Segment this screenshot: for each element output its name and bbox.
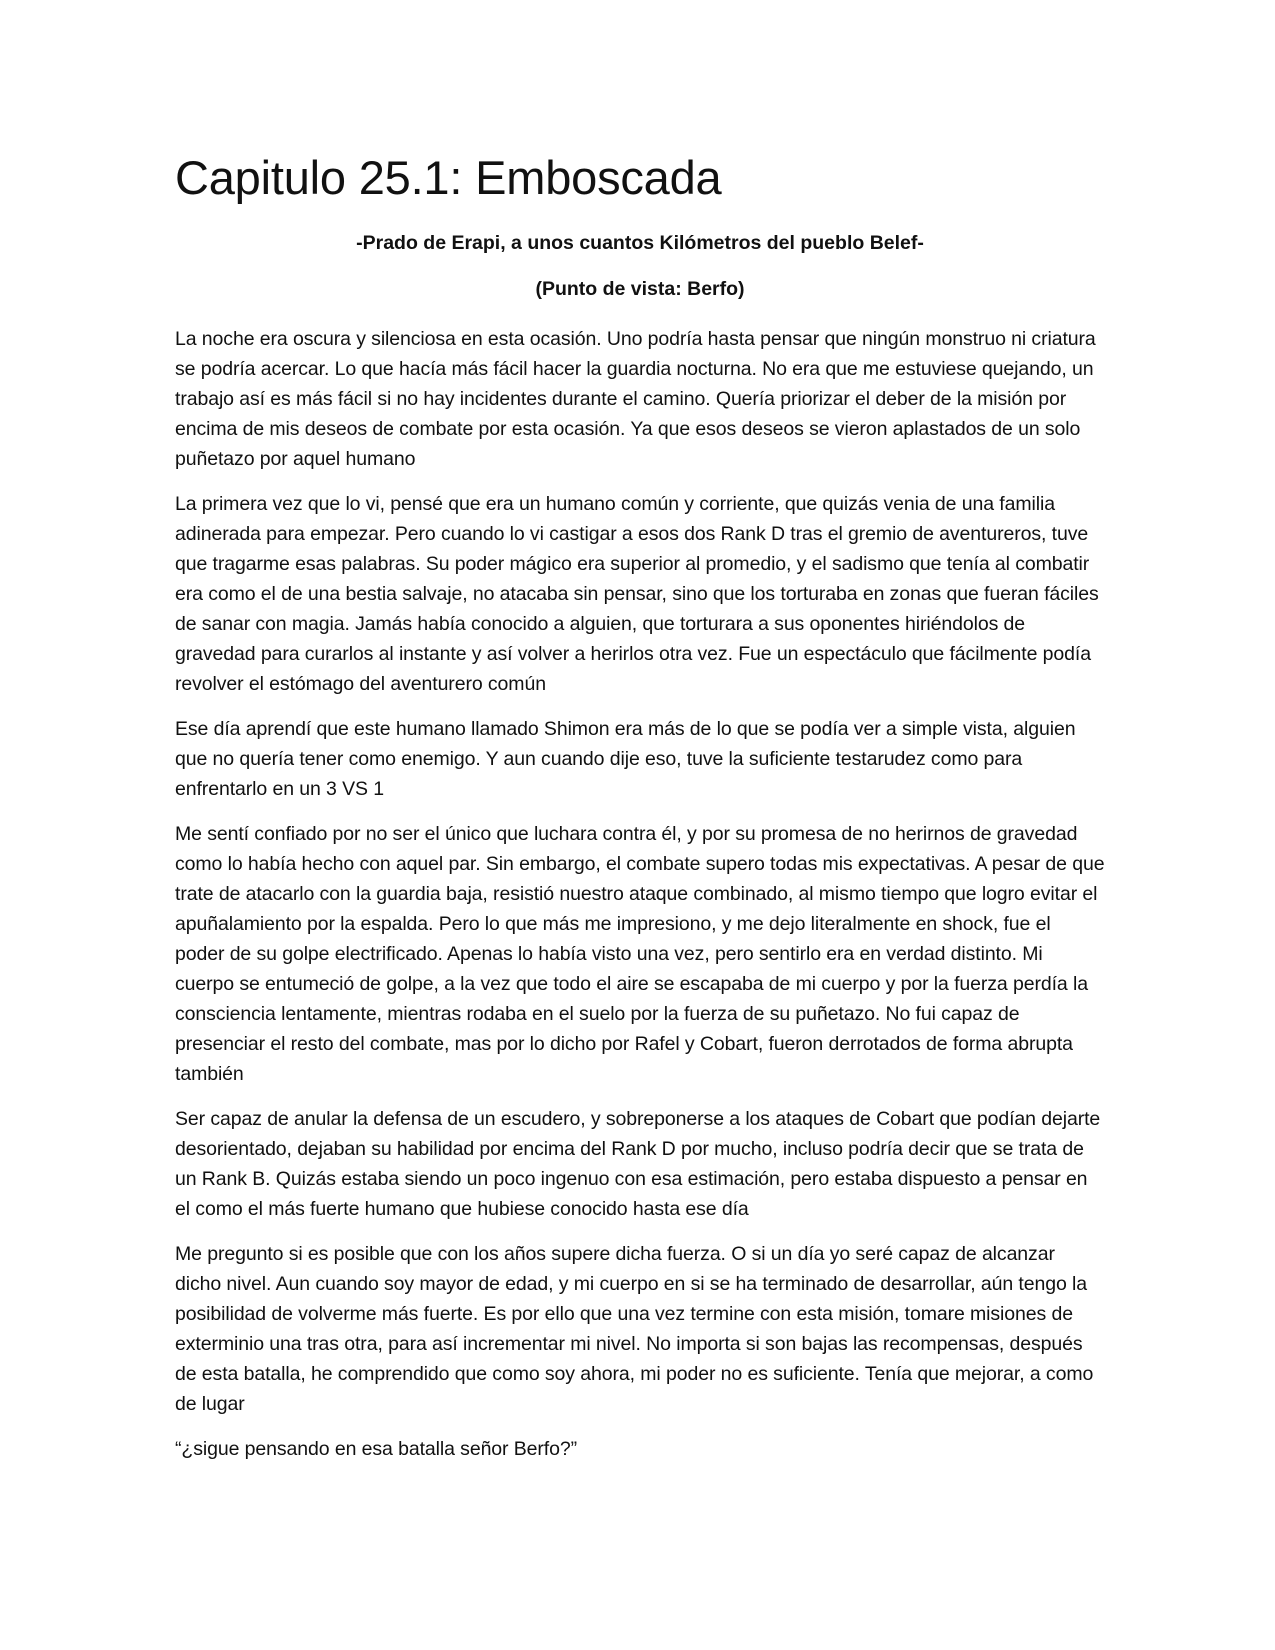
location-subtitle: -Prado de Erapi, a unos cuantos Kilómetros del pueblo Belef- xyxy=(356,232,924,254)
paragraph-2: La primera vez que lo vi, pensé que era un humano común y corriente, que quizás venia de una familia adinerada para empezar. Pero cuando lo vi castigar a esos dos Rank D tras el gremio de aventureros, tuve que tragarme esas palabras. Su poder mágico era superior al promedio, y el sadismo que tenía al combatir era como el de una bestia salvaje, no atacaba sin pensar, sino que los torturaba en zonas que fueran fáciles de sanar con magia. Jamás había conocido a alguien, que torturara a sus oponentes hiriéndolos de gravedad para curarlos al instante y así volver a herirlos otra vez. Fue un espectáculo que fácilmente podía revolver el estómago del aventurero común xyxy=(175,493,1099,695)
paragraph-5: Ser capaz de anular la defensa de un escudero, y sobreponerse a los ataques de Cobart que podían dejarte desorientado, dejaban su habilidad por encima del Rank D por mucho, incluso podría decir que se trata de un Rank B. Quizás estaba siendo un poco ingenuo con esa estimación, pero estaba dispuesto a pensar en el como el más fuerte humano que hubiese conocido hasta ese día xyxy=(175,1108,1101,1220)
paragraph-6: Me pregunto si es posible que con los años supere dicha fuerza. O si un día yo seré capaz de alcanzar dicho nivel. Aun cuando soy mayor de edad, y mi cuerpo en si se ha terminado de desarrollar, aún tengo la posibilidad de volverme más fuerte. Es por ello que una vez termine con esta misión, tomare misiones de exterminio una tras otra, para así incrementar mi nivel. No importa si son bajas las recompensas, después de esta batalla, he comprendido que como soy ahora, mi poder no es suficiente. Tenía que mejorar, a como de lugar xyxy=(175,1243,1094,1415)
paragraph-7-dialogue: “¿sigue pensando en esa batalla señor Berfo?” xyxy=(175,1438,578,1460)
point-of-view-subtitle: (Punto de vista: Berfo) xyxy=(535,278,745,300)
paragraph-4: Me sentí confiado por no ser el único que luchara contra él, y por su promesa de no herirnos de gravedad como lo había hecho con aquel par. Sin embargo, el combate supero todas mis expectativas. A pesar de que trate de atacarlo con la guardia baja, resistió nuestro ataque combinado, al mismo tiempo que logro evitar el apuñalamiento por la espalda. Pero lo que más me impresiono, y me dejo literalmente en shock, fue el poder de su golpe electrificado. Apenas lo había visto una vez, pero sentirlo era en verdad distinto. Mi cuerpo se entumeció de golpe, a la vez que todo el aire se escapaba de mi cuerpo y por la fuerza perdía la consciencia lentamente, mientras rodaba en el suelo por la fuerza de su puñetazo. No fui capaz de presenciar el resto del combate, mas por lo dicho por Rafel y Cobart, fueron derrotados de forma abrupta también xyxy=(175,823,1105,1085)
paragraph-1: La noche era oscura y silenciosa en esta ocasión. Uno podría hasta pensar que ningún monstruo ni criatura se podría acercar. Lo que hacía más fácil hacer la guardia nocturna. No era que me estuviese quejando, un trabajo así es más fácil si no hay incidentes durante el camino. Quería priorizar el deber de la misión por encima de mis deseos de combate por esta ocasión. Ya que esos deseos se vieron aplastados de un solo puñetazo por aquel humano xyxy=(175,328,1096,470)
chapter-title: Capitulo 25.1: Emboscada xyxy=(175,151,722,204)
paragraph-3: Ese día aprendí que este humano llamado Shimon era más de lo que se podía ver a simple vista, alguien que no quería tener como enemigo. Y aun cuando dije eso, tuve la suficiente testarudez como para enfrentarlo en un 3 VS 1 xyxy=(175,718,1076,800)
document-page xyxy=(175,148,1105,1479)
